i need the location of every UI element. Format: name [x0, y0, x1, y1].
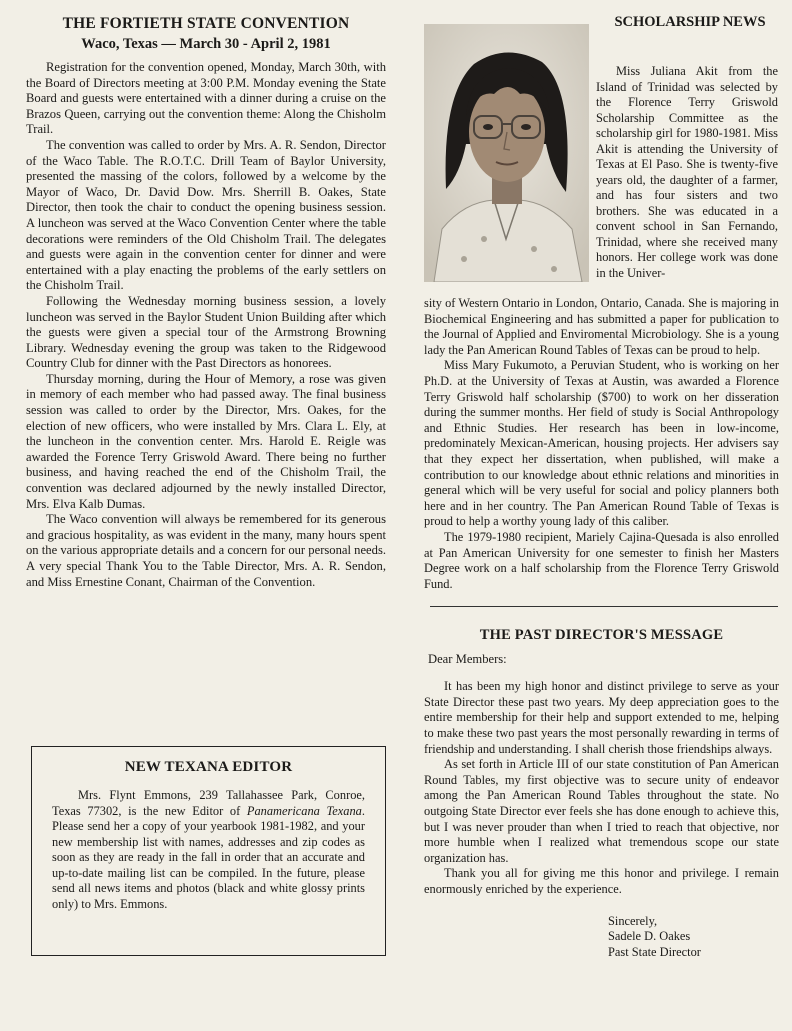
message-paragraph: It has been my high honor and distinct privilege to serve as your State Director these past two years. My deep appreciation goes to the entire membership for their help and support extended to me, helping to make these two past years the most personally rewarding in terms of friendship and understanding. I shall cherish those friendships always. — [424, 679, 779, 756]
convention-paragraph: Thursday morning, during the Hour of Memory, a rose was given in memory of each member who had passed away. The final business session was called to order by the Director, Mrs. Oakes, for the election of new officers, who were installed by Mrs. Clara L. Ely, at the luncheon in the convention center. Mrs. Harold E. Reigle was awarded the Forence Terry Griswold Award. There being no further business, and having reached the end of the Chisholm Trail, the convention was declared adjourned by the newly installed Director, Mrs. Elva Kalb Dumas. — [26, 371, 386, 511]
editor-text-before: Mrs. Flynt Emmons, 239 Tallahassee Park, Conroe, Texas 77302, is the new Editor of — [52, 788, 365, 818]
publication-name: Panamericana Texana — [246, 803, 362, 818]
convention-article — [26, 14, 386, 590]
scholarship-side-text — [596, 64, 778, 281]
new-editor-box — [31, 746, 386, 956]
salutation: Dear Members: — [428, 652, 507, 667]
closing-text: Sincerely, — [608, 913, 658, 928]
signature-block — [608, 914, 779, 961]
convention-subtitle: Waco, Texas — March 30 - April 2, 1981 — [81, 36, 331, 52]
scholarship-title: SCHOLARSHIP NEWS — [614, 14, 766, 30]
past-director-message — [424, 627, 779, 960]
convention-paragraph: The convention was called to order by Mrs. A. R. Sendon, Director of the Waco Table. The R.O.T.C. Drill Team of Baylor University, presented the massing of the colors, followed by a welcome by the Mayor of Waco, Dr. David Dow. Mrs. Sherrill B. Oakes, State Director, then took the chair to conduct the opening business session. A luncheon was served at the Waco Convention Center where the table decorations were reminders of the Old Chisholm Trail. The delegates and guests were again in the convention center for dinner and were entertained with a play enacting the problems of the early settlers on the Chisholm Trail. — [26, 137, 386, 293]
portrait-image — [424, 24, 589, 282]
scholarship-paragraph: Miss Mary Fukumoto, a Peruvian Student, who is working on her Ph.D. at the University of Texas at Austin, was awarded a Florence Terry Griswold half scholarship ($700) to work on her disseration during the summer months. Her field of study is Social Anthropology and Ethnic Studies. Her research has been in low-income, predominately Mexican-American, housing projects. Her advisers say that they expect her dissertation, when published, will make a contribution to our knowledge about ethnic relations and minorities in general which will be very useful for social and policy planners both here and in her country. The Pan American Round Table of Texas is proud to help a worthy young lady of this caliber. — [424, 358, 779, 529]
right-column — [424, 14, 779, 960]
signer-name: Sadele D. Oakes — [608, 929, 691, 944]
editor-text-after: . Please send her a copy of your yearbook 1981-1982, and your new membership list with names, addresses and zip codes as soon as they are ready in the fall in order that an accurate and up-to-date mailing list can be compiled. In the future, please send all news items and photos (black and white glossy prints only) to Mrs. Emmons. — [52, 803, 365, 911]
student-photo — [424, 24, 589, 282]
past-director-title: THE PAST DIRECTOR'S MESSAGE — [479, 627, 724, 644]
scholarship-paragraph: sity of Western Ontario in London, Ontario, Canada. She is majoring in Biochemical Engineering and has submitted a paper for publication to the Journal of Applied and Enviromental Microbiology. She is a young lady the Pan American Round Tables of Texas can be proud to help. — [424, 296, 779, 357]
convention-title: THE FORTIETH STATE CONVENTION — [62, 15, 350, 32]
scholarship-body — [424, 296, 779, 592]
scholarship-paragraph: The 1979-1980 recipient, Mariely Cajina-Quesada is also enrolled at Pan American University for one semester to finish her Masters Degree work on a half scholarship from the Florence Terry Griswold Fund. — [424, 529, 779, 591]
editor-box-text — [52, 788, 365, 912]
convention-paragraph: Following the Wednesday morning business session, a lovely luncheon was served in the Baylor Student Union Building after which the guests were given a special tour of the Armstrong Browning Library. Wednesday evening the group was taken to the Ridgewood Country Club for dinner with the Past Directors as honorees. — [26, 293, 386, 371]
signer-title: Past State Director — [608, 944, 701, 959]
message-paragraph: Thank you all for giving me this honor and privilege. I remain enormously enriched by the experience. — [424, 866, 779, 896]
convention-paragraph: The Waco convention will always be remembered for its generous and gracious hospitality, as was evident in the many, many hours spent on the various appropriate details and a concern for our personal needs. A very special Thank You to the Table Director, Mrs. A. R. Sendon, and Miss Ernestine Conant, Chairman of the Convention. — [26, 512, 386, 589]
editor-box-title: NEW TEXANA EDITOR — [124, 759, 293, 775]
convention-paragraph: Registration for the convention opened, Monday, March 30th, with the Board of Directors meeting at 3:00 P.M. Monday evening the State Board and guests were entertained with a dinner during a cruise on the Brazos Queen, carrying out the convention theme: Along the Chisholm Trail. — [26, 60, 386, 137]
section-divider — [430, 606, 778, 607]
scholarship-header — [424, 14, 779, 280]
scholarship-paragraph: Miss Juliana Akit from the Island of Trinidad was selected by the Florence Terry Griswold Scholarship Committee as the scholarship girl for 1980-1981. Miss Akit is attending the University of Texas at El Paso. She is twenty-five years old, the daughter of a farmer, and has four sisters and two brothers. She was educated in a convent school in San Fernando, Trinidad, where she received many honors. Her college work was done in the Univer- — [596, 64, 778, 280]
message-paragraph: As set forth in Article III of our state constitution of Pan American Round Tables, my first objective was to secure unity of endeavor among the Pan American Round Tables throughout the state. No outgoing State Director ever feels she has done enough to achieve this, but I was never prouder than when I tried to reach that objective, nor more humble when I realized what tremendous scope our state organization has. — [424, 757, 779, 865]
